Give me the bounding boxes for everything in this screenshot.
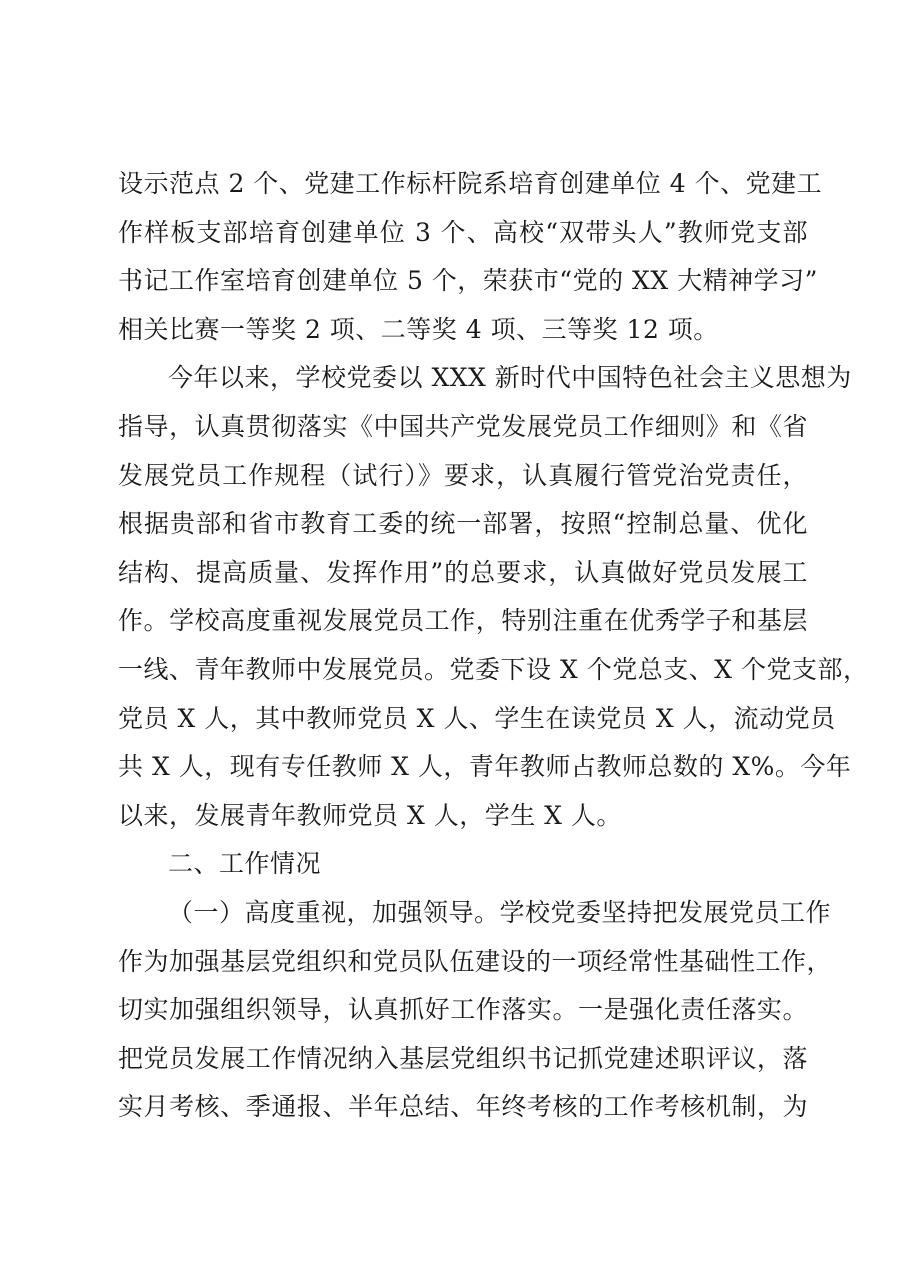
text-line-19: 把党员发展工作情况纳入基层党组织书记抓党建述职评议，落 [118,1043,808,1073]
text-line-4: 相关比赛一等奖 2 项、二等奖 4 项、三等奖 12 项。 [118,314,719,344]
text-line-14: 以来，发展青年教师党员 X 人，学生 X 人。 [118,800,622,830]
text-line-10: 作。学校高度重视发展党员工作，特别注重在优秀学子和基层 [118,606,808,636]
text-line-6: 指导，认真贯彻落实《中国共产党发展党员工作细则》和《省 [118,411,808,441]
text-line-20: 实月考核、季通报、半年总结、年终考核的工作考核机制，为 [118,1092,808,1122]
text-line-16: （一）高度重视，加强领导。学校党委坚持把发展党员工作 [168,897,832,927]
text-line-9: 结构、提高质量、发挥作用”的总要求，认真做好党员发展工 [118,557,808,587]
text-line-17: 作为加强基层党组织和党员队伍建设的一项经常性基础性工作， [118,946,833,976]
text-line-12: 党员 X 人，其中教师党员 X 人、学生在读党员 X 人，流动党员 [118,703,836,733]
text-line-2: 作样板支部培育创建单位 3 个、高校“双带头人”教师党支部 [118,217,808,247]
section-heading: 二、工作情况 [168,849,322,879]
text-line-3: 书记工作室培育创建单位 5 个，荣获市“党的 XX 大精神学习” [118,266,818,296]
text-line-11: 一线、青年教师中发展党员。党委下设 X 个党总支、X 个党支部， [118,654,869,684]
text-line-7: 发展党员工作规程（试行）》要求，认真履行管党治党责任， [118,460,808,490]
text-line-1: 设示范点 2 个、党建工作标杆院系培育创建单位 4 个、党建工 [118,169,823,198]
document-body [118,160,869,1132]
text-line-18: 切实加强组织领导，认真抓好工作落实。一是强化责任落实。 [118,995,808,1025]
text-line-8: 根据贵部和省市教育工委的统一部署，按照“控制总量、优化 [118,509,808,539]
text-line-5: 今年以来，学校党委以 XXX 新时代中国特色社会主义思想为 [168,363,852,393]
text-line-13: 共 X 人，现有专任教师 X 人，青年教师占教师总数的 X%。今年 [118,752,852,782]
